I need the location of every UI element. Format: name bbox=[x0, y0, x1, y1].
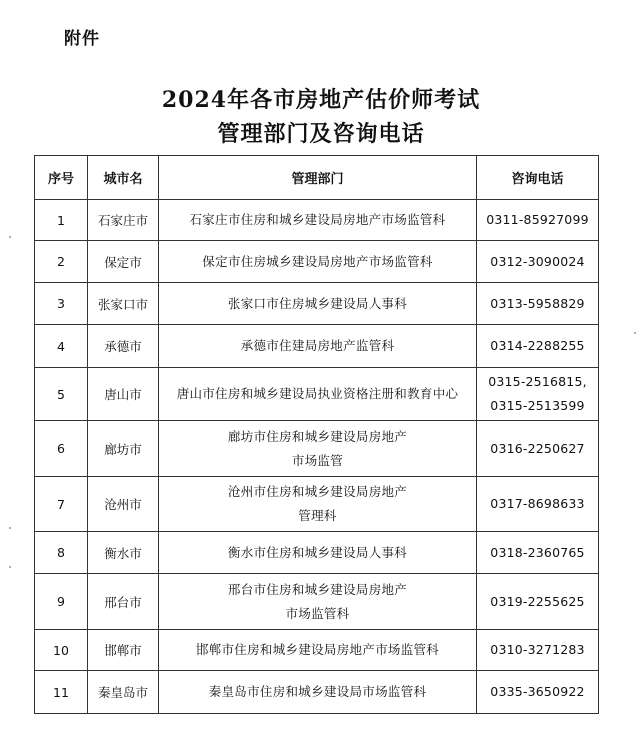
row-dept bbox=[159, 200, 477, 241]
table-row bbox=[35, 241, 599, 283]
row-phone bbox=[477, 283, 599, 325]
table-body bbox=[35, 200, 599, 714]
row-seq: 8 bbox=[35, 532, 88, 574]
table-row bbox=[35, 532, 599, 574]
header-dept: 管理部门 bbox=[159, 156, 477, 200]
row-dept bbox=[159, 630, 477, 671]
dept-line: 石家庄市住房和城乡建设局房地产市场监管科 bbox=[189, 212, 446, 227]
row-city: 唐山市 bbox=[88, 368, 159, 421]
header-seq: 序号 bbox=[35, 156, 88, 200]
dept-line: 张家口市住房城乡建设局人事科 bbox=[227, 295, 408, 311]
row-phone bbox=[477, 671, 599, 714]
dept-line: 市场监管 bbox=[291, 452, 344, 468]
phone-number: 0317-8698633 bbox=[490, 496, 585, 511]
row-seq: 9 bbox=[35, 574, 88, 630]
phone-number: 0314-2288255 bbox=[490, 338, 585, 353]
row-dept bbox=[159, 368, 477, 421]
row-phone bbox=[477, 574, 599, 630]
document-title-line-1: 2024年各市房地产估价师考试 bbox=[161, 87, 481, 113]
phone-number: 0310-3271283 bbox=[490, 642, 585, 657]
dept-line: 管理科 bbox=[298, 508, 337, 523]
row-city: 石家庄市 bbox=[88, 200, 159, 241]
dept-line: 保定市住房城乡建设局房地产市场监管科 bbox=[202, 253, 433, 269]
scan-speck bbox=[9, 236, 11, 238]
row-seq: 10 bbox=[35, 630, 88, 671]
header-phone: 咨询电话 bbox=[477, 156, 599, 200]
dept-line: 邢台市住房和城乡建设局房地产 bbox=[227, 581, 408, 597]
row-city: 沧州市 bbox=[88, 477, 159, 532]
dept-line: 沧州市住房和城乡建设局房地产 bbox=[227, 484, 408, 499]
header-city: 城市名 bbox=[88, 156, 159, 200]
row-city: 秦皇岛市 bbox=[88, 671, 159, 714]
dept-line: 衡水市住房和城乡建设局人事科 bbox=[227, 544, 408, 560]
row-city: 邢台市 bbox=[88, 574, 159, 630]
dept-line: 唐山市住房和城乡建设局执业资格注册和教育中心 bbox=[176, 386, 459, 401]
phone-number: 0335-3650922 bbox=[490, 684, 585, 699]
dept-line: 邯郸市住房和城乡建设局房地产市场监管科 bbox=[195, 642, 440, 657]
row-city: 衡水市 bbox=[88, 532, 159, 574]
row-dept bbox=[159, 283, 477, 325]
row-phone bbox=[477, 325, 599, 368]
row-dept bbox=[159, 325, 477, 368]
row-dept bbox=[159, 241, 477, 283]
phone-number: 0316-2250627 bbox=[490, 440, 585, 456]
dept-line: 市场监管科 bbox=[285, 605, 350, 621]
table-header-row bbox=[35, 156, 599, 200]
row-seq: 7 bbox=[35, 477, 88, 532]
phone-number: 0319-2255625 bbox=[490, 593, 585, 609]
phone-number: 0312-3090024 bbox=[490, 253, 585, 269]
phone-number: 0313-5958829 bbox=[490, 295, 585, 311]
table-row bbox=[35, 671, 599, 714]
table-row bbox=[35, 325, 599, 368]
row-phone bbox=[477, 630, 599, 671]
phone-number: 0315-2516815, bbox=[488, 374, 587, 389]
row-seq: 2 bbox=[35, 241, 88, 283]
dept-line: 廊坊市住房和城乡建设局房地产 bbox=[227, 428, 408, 444]
attachment-label: 附件 bbox=[64, 29, 100, 49]
row-city: 邯郸市 bbox=[88, 630, 159, 671]
table-row bbox=[35, 477, 599, 532]
row-dept bbox=[159, 574, 477, 630]
row-seq: 5 bbox=[35, 368, 88, 421]
phone-number: 0311-85927099 bbox=[486, 212, 589, 227]
row-seq: 4 bbox=[35, 325, 88, 368]
row-dept bbox=[159, 421, 477, 477]
row-phone bbox=[477, 477, 599, 532]
scan-speck bbox=[634, 332, 636, 334]
row-city: 张家口市 bbox=[88, 283, 159, 325]
scan-speck bbox=[9, 527, 11, 529]
row-phone bbox=[477, 200, 599, 241]
row-phone bbox=[477, 532, 599, 574]
row-phone bbox=[477, 241, 599, 283]
document-title-line-2: 管理部门及咨询电话 bbox=[217, 121, 425, 147]
row-seq: 1 bbox=[35, 200, 88, 241]
table-row bbox=[35, 630, 599, 671]
row-city: 承德市 bbox=[88, 325, 159, 368]
contacts-table bbox=[34, 155, 599, 714]
row-dept bbox=[159, 532, 477, 574]
row-phone bbox=[477, 368, 599, 421]
row-phone bbox=[477, 421, 599, 477]
row-seq: 3 bbox=[35, 283, 88, 325]
row-dept bbox=[159, 477, 477, 532]
phone-number: 0315-2513599 bbox=[490, 398, 585, 413]
row-city: 廊坊市 bbox=[88, 421, 159, 477]
row-seq: 11 bbox=[35, 671, 88, 714]
scan-speck bbox=[9, 566, 11, 568]
dept-line: 秦皇岛市住房和城乡建设局市场监管科 bbox=[208, 684, 427, 699]
table-row bbox=[35, 574, 599, 630]
dept-line: 承德市住建局房地产监管科 bbox=[240, 338, 395, 353]
table-row bbox=[35, 421, 599, 477]
table-row bbox=[35, 200, 599, 241]
row-dept bbox=[159, 671, 477, 714]
table-row bbox=[35, 283, 599, 325]
table-row bbox=[35, 368, 599, 421]
row-seq: 6 bbox=[35, 421, 88, 477]
row-city: 保定市 bbox=[88, 241, 159, 283]
phone-number: 0318-2360765 bbox=[490, 544, 585, 560]
